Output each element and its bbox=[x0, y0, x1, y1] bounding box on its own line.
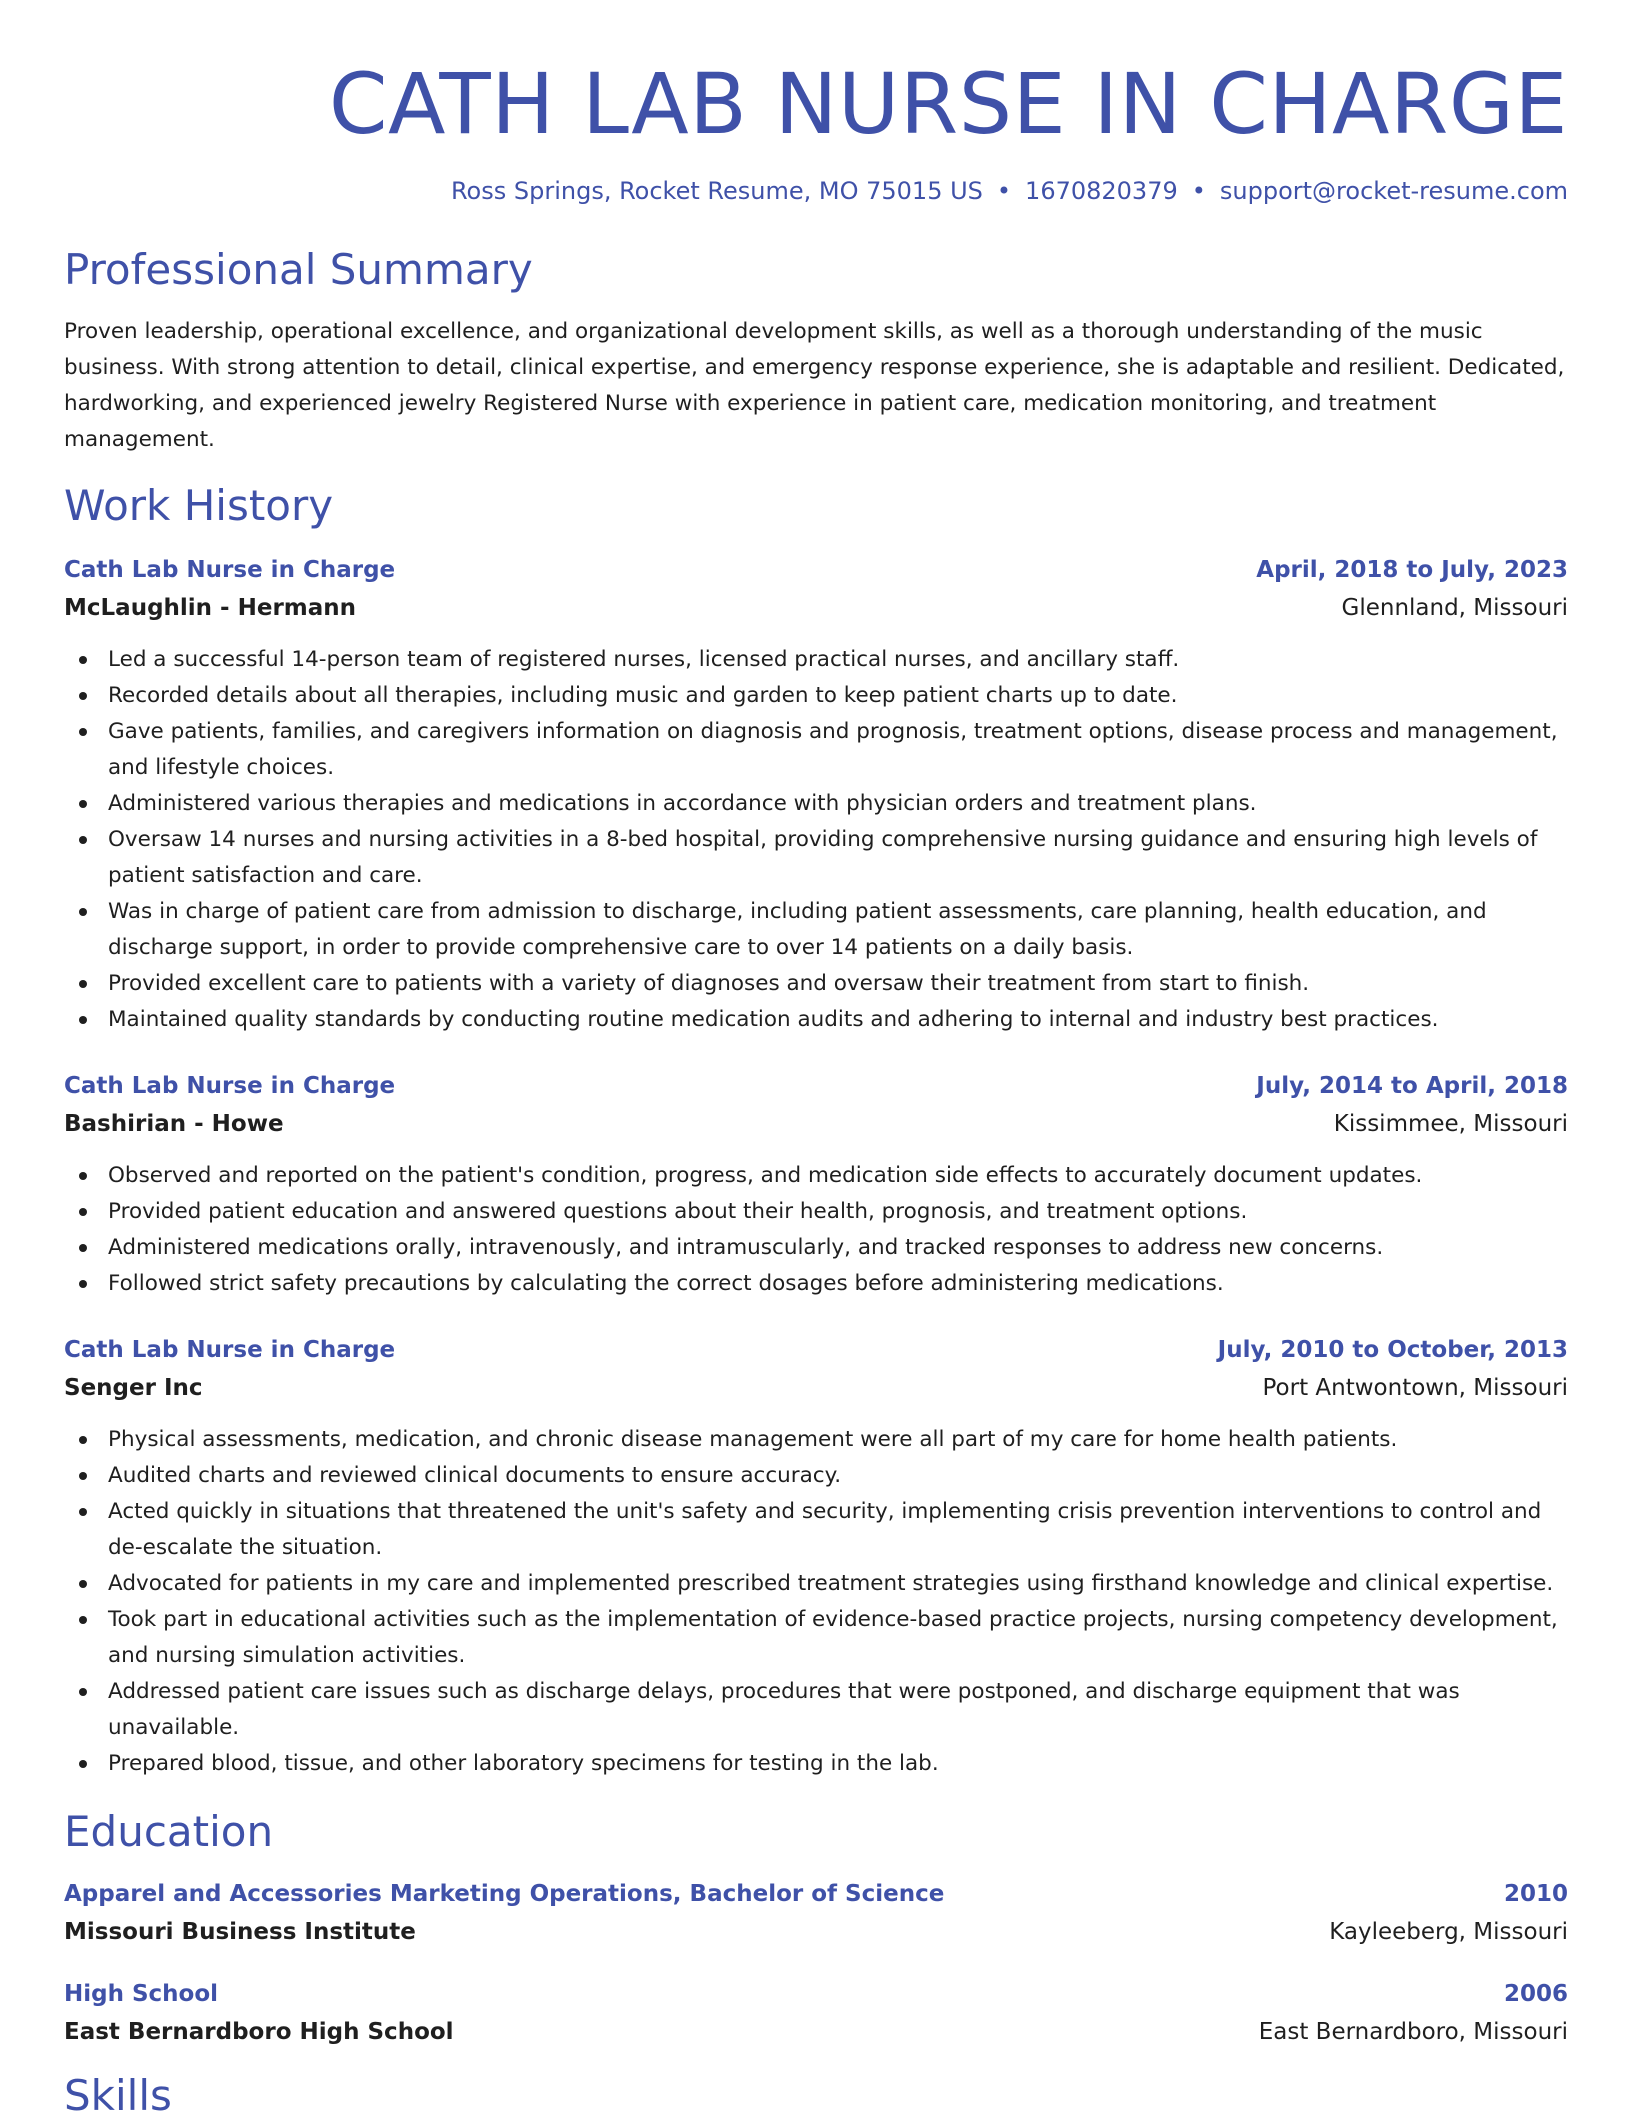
job-bullet bbox=[64, 1674, 1568, 1746]
job-bullet-text: Provided excellent care to patients with a variety of diagnoses and oversaw their treatment from start to finish. bbox=[108, 971, 1310, 996]
job-bullet-text: Acted quickly in situations that threatened the unit's safety and security, implementing crisis prevention interventions to control and de-escalate the situation. bbox=[108, 1499, 1542, 1560]
job-bullet-text: Led a successful 14-person team of registered nurses, licensed practical nurses, and ancillary staff. bbox=[108, 647, 1180, 672]
job-bullet-text: Addressed patient care issues such as discharge delays, procedures that were postponed, and discharge equipment that was unavailable. bbox=[108, 1679, 1460, 1740]
bullet-dot-icon bbox=[79, 908, 87, 916]
bullet-dot-icon bbox=[79, 1580, 87, 1588]
work-entry bbox=[64, 552, 1568, 1038]
job-bullet-list bbox=[64, 1158, 1568, 1302]
bullet-dot-icon bbox=[79, 1172, 87, 1180]
job-bullet bbox=[64, 1494, 1568, 1566]
job-bullet bbox=[64, 966, 1568, 1002]
bullet-dot-icon bbox=[79, 1280, 87, 1288]
bullet-dot-icon bbox=[79, 656, 87, 664]
job-bullet-text: Followed strict safety precautions by calculating the correct dosages before administering medications. bbox=[108, 1271, 1224, 1296]
company-name: Bashirian - Howe bbox=[64, 1111, 284, 1137]
graduation-year: 2010 bbox=[1503, 1881, 1568, 1907]
school-name: East Bernardboro High School bbox=[64, 2019, 454, 2045]
summary-text: Proven leadership, operational excellence, and organizational development skills, as well as a thorough understanding of the music business. With strong attention to detail, clinical expertise, and emergency response experience, she is adaptable and resilient. Dedicated, hardworking, and experienced jewelry Registered Nurse with experience in patient care, medication monitoring, and treatment management. bbox=[64, 319, 1565, 452]
school-location: East Bernardboro, Missouri bbox=[1258, 2019, 1568, 2045]
job-bullet bbox=[64, 714, 1568, 786]
school-name: Missouri Business Institute bbox=[64, 1919, 416, 1945]
graduation-year: 2006 bbox=[1503, 1981, 1568, 2007]
job-bullet bbox=[64, 822, 1568, 894]
school-location: Kayleeberg, Missouri bbox=[1329, 1919, 1568, 1945]
resume-page bbox=[64, 0, 1568, 2122]
bullet-dot-icon bbox=[79, 1616, 87, 1624]
job-bullet bbox=[64, 786, 1568, 822]
bullet-dot-icon bbox=[79, 1688, 87, 1696]
job-bullet-text: Prepared blood, tissue, and other laboratory specimens for testing in the lab. bbox=[108, 1751, 939, 1776]
job-bullet-text: Provided patient education and answered questions about their health, prognosis, and treatment options. bbox=[108, 1199, 1248, 1224]
degree-title: Apparel and Accessories Marketing Operations, Bachelor of Science bbox=[64, 1881, 945, 1907]
job-title: Cath Lab Nurse in Charge bbox=[64, 557, 396, 583]
resume-title: CATH LAB NURSE IN CHARGE bbox=[328, 55, 1568, 153]
job-bullet-text: Gave patients, families, and caregivers information on diagnosis and prognosis, treatment options, disease process and management, and lifestyle choices. bbox=[108, 719, 1558, 780]
contact-email[interactable]: support@rocket-resume.com bbox=[1219, 177, 1568, 205]
contact-address: Ross Springs, Rocket Resume, MO 75015 US bbox=[450, 177, 983, 205]
job-bullet-list bbox=[64, 1422, 1568, 1782]
job-bullet-text: Physical assessments, medication, and chronic disease management were all part of my care for home health patients. bbox=[108, 1427, 1398, 1452]
job-bullet bbox=[64, 1194, 1568, 1230]
job-bullet-text: Oversaw 14 nurses and nursing activities in a 8-bed hospital, providing comprehensive nursing guidance and ensuring high levels of patient satisfaction and care. bbox=[108, 827, 1538, 888]
skills-heading: Skills bbox=[64, 2071, 172, 2120]
job-bullet-text: Was in charge of patient care from admission to discharge, including patient assessments, care planning, health education, and discharge support, in order to provide comprehensive care to over 14 patients on a daily basis. bbox=[108, 899, 1487, 960]
job-bullet bbox=[64, 1422, 1568, 1458]
contact-separator: • bbox=[1191, 177, 1206, 205]
job-bullet-text: Recorded details about all therapies, including music and garden to keep patient charts up to date. bbox=[108, 683, 1178, 708]
bullet-dot-icon bbox=[79, 1208, 87, 1216]
job-bullet-text: Advocated for patients in my care and implemented prescribed treatment strategies using firsthand knowledge and clinical expertise. bbox=[108, 1571, 1554, 1596]
bullet-dot-icon bbox=[79, 1016, 87, 1024]
contact-separator: • bbox=[996, 177, 1012, 205]
work-entry bbox=[64, 1332, 1568, 1782]
job-bullet-text: Observed and reported on the patient's condition, progress, and medication side effects to accurately document updates. bbox=[108, 1163, 1423, 1188]
bullet-dot-icon bbox=[79, 1508, 87, 1516]
work-history-heading: Work History bbox=[64, 481, 334, 530]
job-bullet bbox=[64, 1158, 1568, 1194]
job-bullet bbox=[64, 894, 1568, 966]
education-entry bbox=[64, 1876, 1568, 1952]
company-name: McLaughlin - Hermann bbox=[64, 595, 357, 621]
job-title: Cath Lab Nurse in Charge bbox=[64, 1073, 396, 1099]
bullet-dot-icon bbox=[79, 1760, 87, 1768]
job-bullet-text: Administered various therapies and medications in accordance with physician orders and treatment plans. bbox=[108, 791, 1257, 816]
summary-heading: Professional Summary bbox=[64, 245, 533, 294]
bullet-dot-icon bbox=[79, 1436, 87, 1444]
job-bullet bbox=[64, 642, 1568, 678]
job-dates: July, 2014 to April, 2018 bbox=[1256, 1073, 1568, 1099]
job-title: Cath Lab Nurse in Charge bbox=[64, 1337, 396, 1363]
job-location: Port Antwontown, Missouri bbox=[1262, 1375, 1568, 1401]
job-dates: July, 2010 to October, 2013 bbox=[1217, 1337, 1568, 1363]
job-bullet bbox=[64, 1230, 1568, 1266]
education-entry bbox=[64, 1976, 1568, 2052]
bullet-dot-icon bbox=[79, 692, 87, 700]
job-bullet-text: Maintained quality standards by conducting routine medication audits and adhering to internal and industry best practices. bbox=[108, 1007, 1439, 1032]
job-dates: April, 2018 to July, 2023 bbox=[1256, 557, 1568, 583]
job-bullet bbox=[64, 1002, 1568, 1038]
bullet-dot-icon bbox=[79, 980, 87, 988]
job-location: Glennland, Missouri bbox=[1341, 595, 1568, 621]
job-location: Kissimmee, Missouri bbox=[1333, 1111, 1568, 1137]
bullet-dot-icon bbox=[79, 836, 87, 844]
contact-line bbox=[64, 174, 1568, 208]
job-bullet-list bbox=[64, 642, 1568, 1038]
bullet-dot-icon bbox=[79, 1472, 87, 1480]
company-name: Senger Inc bbox=[64, 1375, 203, 1401]
work-entry bbox=[64, 1068, 1568, 1302]
job-bullet bbox=[64, 1266, 1568, 1302]
job-bullet-text: Took part in educational activities such as the implementation of evidence-based practice projects, nursing competency development, and nursing simulation activities. bbox=[108, 1607, 1558, 1668]
job-bullet bbox=[64, 1566, 1568, 1602]
bullet-dot-icon bbox=[79, 728, 87, 736]
bullet-dot-icon bbox=[79, 1244, 87, 1252]
education-heading: Education bbox=[64, 1807, 274, 1856]
job-bullet bbox=[64, 1458, 1568, 1494]
degree-title: High School bbox=[64, 1981, 219, 2007]
contact-phone: 1670820379 bbox=[1025, 177, 1178, 205]
job-bullet bbox=[64, 1746, 1568, 1782]
job-bullet-text: Administered medications orally, intravenously, and intramuscularly, and tracked responses to address new concerns. bbox=[108, 1235, 1384, 1260]
job-bullet bbox=[64, 1602, 1568, 1674]
job-bullet bbox=[64, 678, 1568, 714]
job-bullet-text: Audited charts and reviewed clinical documents to ensure accuracy. bbox=[108, 1463, 842, 1488]
bullet-dot-icon bbox=[79, 800, 87, 808]
